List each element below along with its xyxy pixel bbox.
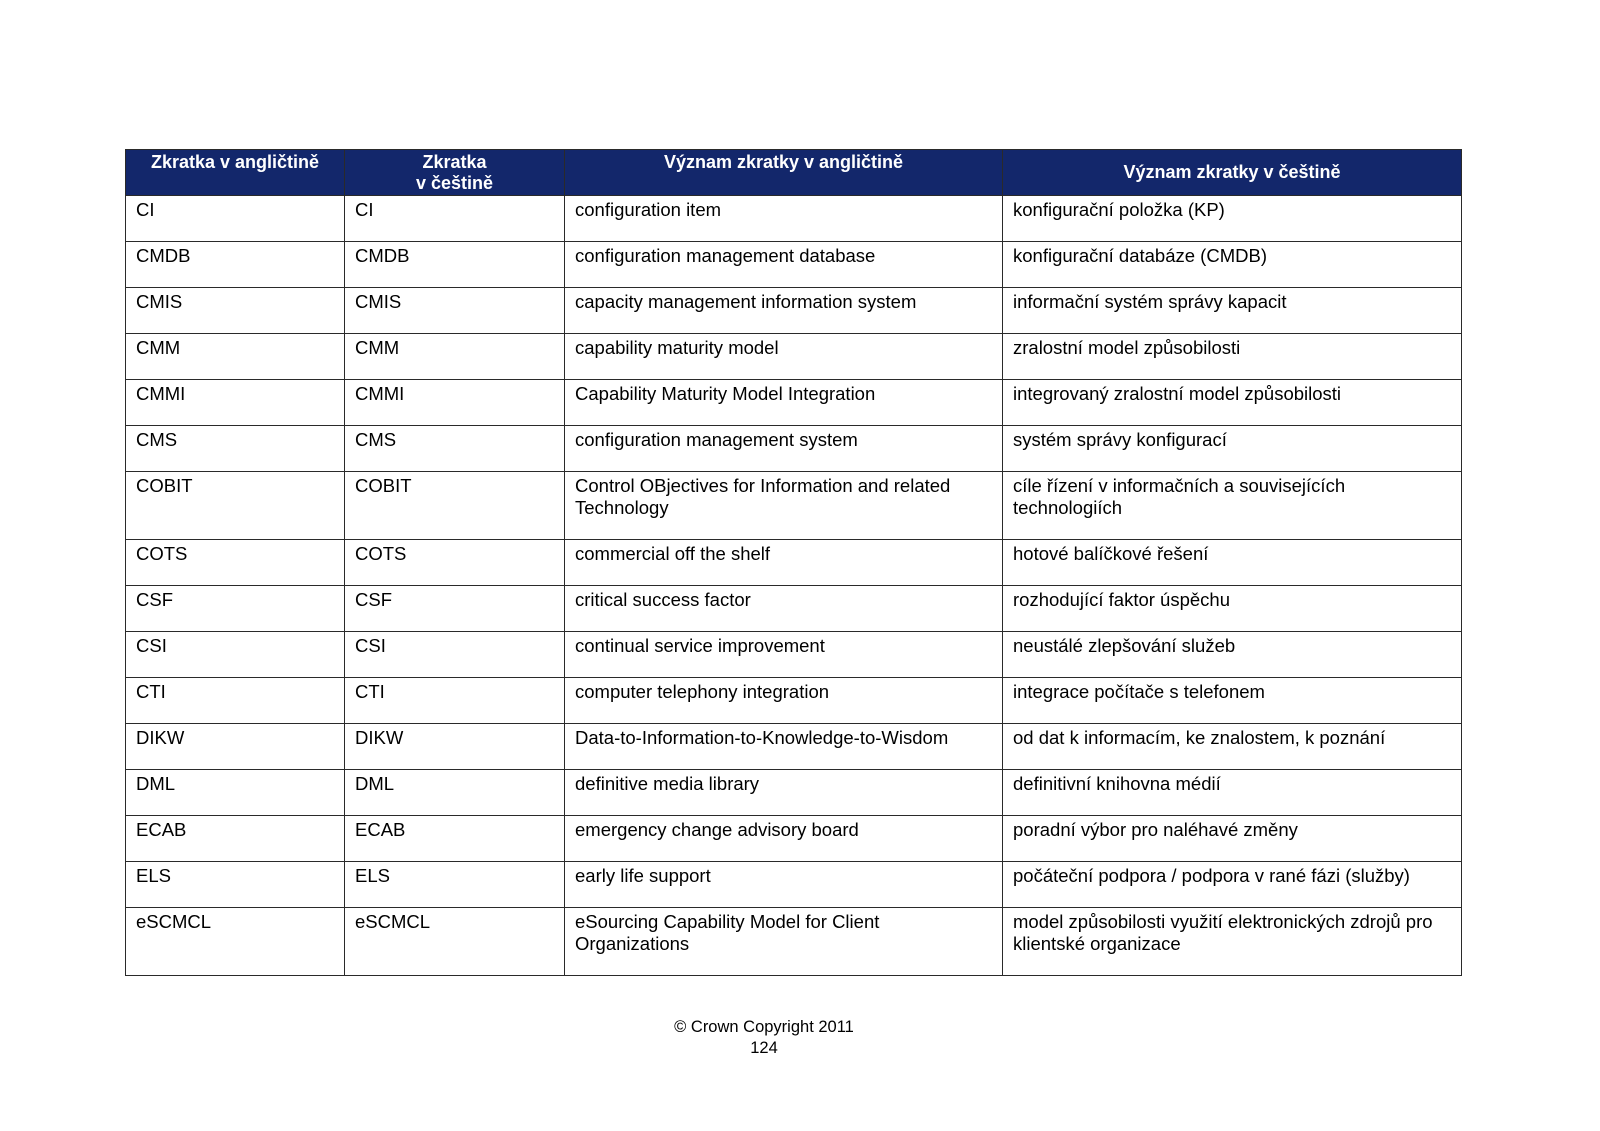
cell-meaning-en: configuration management system [565, 426, 1003, 472]
cell-meaning-en: eSourcing Capability Model for Client Organizations [565, 908, 1003, 976]
header-abbr-cz [345, 150, 565, 196]
cell-meaning-en: Control OBjectives for Information and related Technology [565, 472, 1003, 540]
header-meaning-cz: Význam zkratky v češtině [1003, 150, 1462, 196]
cell-meaning-cz: zralostní model způsobilosti [1003, 334, 1462, 380]
copyright-notice: © Crown Copyright 2011 [674, 1018, 854, 1036]
cell-meaning-en: definitive media library [565, 770, 1003, 816]
table-row [126, 540, 1462, 586]
cell-abbr-en: CSF [126, 586, 345, 632]
page-footer [0, 1017, 1528, 1059]
table-row [126, 242, 1462, 288]
cell-meaning-en: configuration item [565, 196, 1003, 242]
cell-meaning-en: early life support [565, 862, 1003, 908]
cell-meaning-cz: definitivní knihovna médií [1003, 770, 1462, 816]
cell-abbr-cz: COTS [345, 540, 565, 586]
cell-abbr-en: CMIS [126, 288, 345, 334]
header-meaning-en: Význam zkratky v angličtině [565, 150, 1003, 196]
cell-meaning-en: computer telephony integration [565, 678, 1003, 724]
cell-abbr-cz: CMM [345, 334, 565, 380]
cell-meaning-en: capacity management information system [565, 288, 1003, 334]
table-row [126, 724, 1462, 770]
page-number: 124 [750, 1039, 778, 1057]
cell-meaning-cz: poradní výbor pro naléhavé změny [1003, 816, 1462, 862]
table-row [126, 334, 1462, 380]
cell-abbr-en: eSCMCL [126, 908, 345, 976]
cell-meaning-en: critical success factor [565, 586, 1003, 632]
cell-abbr-en: CMMI [126, 380, 345, 426]
table-row [126, 908, 1462, 976]
cell-meaning-cz: cíle řízení v informačních a souvisejících technologiích [1003, 472, 1462, 540]
cell-meaning-en: continual service improvement [565, 632, 1003, 678]
cell-meaning-cz: konfigurační položka (KP) [1003, 196, 1462, 242]
cell-abbr-en: COBIT [126, 472, 345, 540]
cell-abbr-en: CTI [126, 678, 345, 724]
cell-abbr-en: DIKW [126, 724, 345, 770]
table-row [126, 196, 1462, 242]
cell-abbr-cz: CTI [345, 678, 565, 724]
cell-meaning-cz: hotové balíčkové řešení [1003, 540, 1462, 586]
cell-meaning-en: configuration management database [565, 242, 1003, 288]
header-abbr-cz-line2: v češtině [415, 173, 494, 193]
table-row [126, 426, 1462, 472]
cell-meaning-en: emergency change advisory board [565, 816, 1003, 862]
cell-meaning-en: commercial off the shelf [565, 540, 1003, 586]
table-row [126, 678, 1462, 724]
cell-abbr-cz: CMIS [345, 288, 565, 334]
table-row [126, 770, 1462, 816]
cell-abbr-en: CSI [126, 632, 345, 678]
cell-meaning-cz: konfigurační databáze (CMDB) [1003, 242, 1462, 288]
cell-abbr-en: CMS [126, 426, 345, 472]
cell-abbr-en: CI [126, 196, 345, 242]
cell-meaning-cz: integrace počítače s telefonem [1003, 678, 1462, 724]
table-row [126, 380, 1462, 426]
cell-meaning-en: Capability Maturity Model Integration [565, 380, 1003, 426]
cell-abbr-cz: CMDB [345, 242, 565, 288]
table-row [126, 586, 1462, 632]
header-abbr-en: Zkratka v angličtině [126, 150, 345, 196]
cell-meaning-cz: neustálé zlepšování služeb [1003, 632, 1462, 678]
cell-abbr-en: DML [126, 770, 345, 816]
table-row [126, 862, 1462, 908]
abbreviation-table [125, 149, 1462, 976]
cell-abbr-cz: CMS [345, 426, 565, 472]
cell-abbr-cz: CSF [345, 586, 565, 632]
cell-meaning-cz: od dat k informacím, ke znalostem, k poznání [1003, 724, 1462, 770]
table-header-row [126, 150, 1462, 196]
cell-abbr-cz: DIKW [345, 724, 565, 770]
cell-abbr-en: ECAB [126, 816, 345, 862]
cell-abbr-cz: CSI [345, 632, 565, 678]
cell-abbr-cz: COBIT [345, 472, 565, 540]
cell-meaning-en: capability maturity model [565, 334, 1003, 380]
cell-meaning-cz: počáteční podpora / podpora v rané fázi (služby) [1003, 862, 1462, 908]
table-row [126, 288, 1462, 334]
cell-abbr-cz: ELS [345, 862, 565, 908]
cell-abbr-cz: eSCMCL [345, 908, 565, 976]
cell-meaning-en: Data-to-Information-to-Knowledge-to-Wisdom [565, 724, 1003, 770]
cell-meaning-cz: systém správy konfigurací [1003, 426, 1462, 472]
table-body [126, 196, 1462, 976]
cell-abbr-en: ELS [126, 862, 345, 908]
cell-abbr-cz: DML [345, 770, 565, 816]
cell-meaning-cz: informační systém správy kapacit [1003, 288, 1462, 334]
cell-abbr-en: CMDB [126, 242, 345, 288]
table-row [126, 816, 1462, 862]
cell-abbr-cz: ECAB [345, 816, 565, 862]
table-row [126, 632, 1462, 678]
header-abbr-cz-line1: Zkratka [422, 152, 487, 172]
cell-abbr-cz: CI [345, 196, 565, 242]
cell-abbr-cz: CMMI [345, 380, 565, 426]
cell-abbr-en: CMM [126, 334, 345, 380]
cell-meaning-cz: integrovaný zralostní model způsobilosti [1003, 380, 1462, 426]
cell-meaning-cz: model způsobilosti využití elektronických zdrojů pro klientské organizace [1003, 908, 1462, 976]
cell-abbr-en: COTS [126, 540, 345, 586]
table-row [126, 472, 1462, 540]
cell-meaning-cz: rozhodující faktor úspěchu [1003, 586, 1462, 632]
